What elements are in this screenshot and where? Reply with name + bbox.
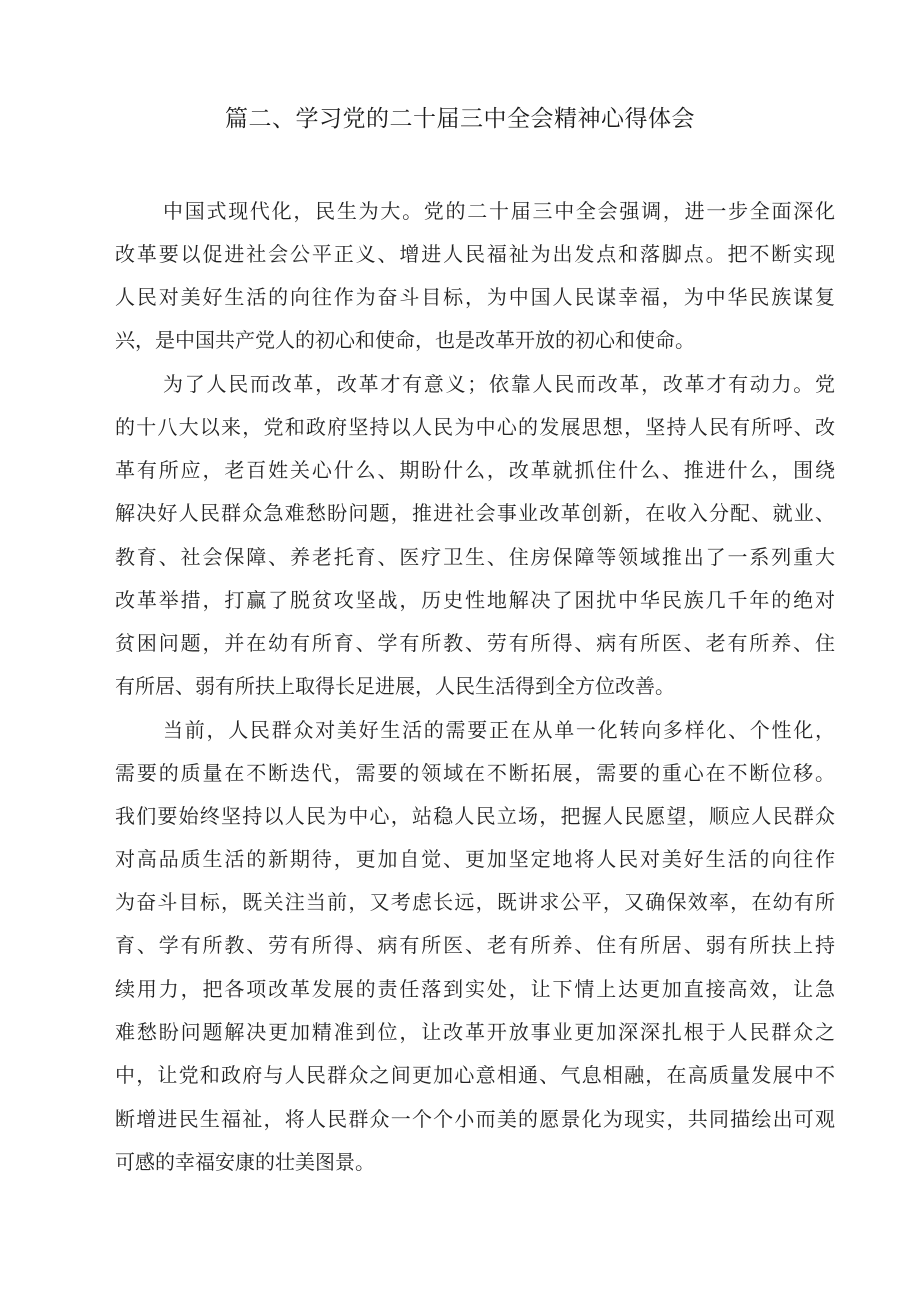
- paragraph-1-line-2: 改革要以促进社会公平正义、增进人民福祉为出发点和落脚点。把不断实现: [115, 242, 835, 266]
- paragraph-3-line-10: 断增进民生福祉，将人民群众一个个小而美的愿景化为现实，共同描绘出可观: [115, 1107, 835, 1131]
- paragraph-2-line-6: 改革举措，打赢了脱贫攻坚战，历史性地解决了困扰中华民族几千年的绝对: [115, 588, 835, 612]
- paragraph-3-line-1: 当前，人民群众对美好生活的需要正在从单一化转向多样化、个性化，: [163, 718, 835, 742]
- paragraph-3-line-9: 中，让党和政府与人民群众之间更加心意相通、气息相融，在高质量发展中不: [115, 1063, 835, 1087]
- paragraph-3-line-7: 续用力，把各项改革发展的责任落到实处，让下情上达更加直接高效，让急: [115, 977, 835, 1001]
- paragraph-2-line-8: 有所居、弱有所扶上取得长足进展，人民生活得到全方位改善。: [115, 674, 675, 698]
- paragraph-3-line-11: 可感的幸福安康的壮美图景。: [115, 1150, 375, 1174]
- paragraph-2-line-3: 革有所应，老百姓关心什么、期盼什么，改革就抓住什么、推进什么，围绕: [115, 458, 835, 482]
- paragraph-2-line-4: 解决好人民群众急难愁盼问题，推进社会事业改革创新，在收入分配、就业、: [115, 501, 835, 525]
- paragraph-1-line-3: 人民对美好生活的向往作为奋斗目标，为中国人民谋幸福，为中华民族谋复: [115, 285, 835, 309]
- paragraph-3-line-5: 为奋斗目标，既关注当前，又考虑长远，既讲求公平，又确保效率，在幼有所: [115, 890, 835, 914]
- paragraph-2-line-5: 教育、社会保障、养老托育、医疗卫生、住房保障等领域推出了一系列重大: [115, 545, 835, 569]
- paragraph-1-line-4: 兴，是中国共产党人的初心和使命，也是改革开放的初心和使命。: [115, 328, 695, 352]
- paragraph-2-line-1: 为了人民而改革，改革才有意义；依靠人民而改革，改革才有动力。党: [163, 372, 835, 396]
- paragraph-2-line-2: 的十八大以来，党和政府坚持以人民为中心的发展思想，坚持人民有所呼、改: [115, 415, 835, 439]
- paragraph-3-line-4: 对高品质生活的新期待，更加自觉、更加坚定地将人民对美好生活的向往作: [115, 847, 835, 871]
- paragraph-2-line-7: 贫困问题，并在幼有所育、学有所教、劳有所得、病有所医、老有所养、住: [115, 631, 835, 655]
- document-title: 篇二、学习党的二十届三中全会精神心得体会: [225, 106, 695, 132]
- paragraph-3-line-8: 难愁盼问题解决更加精准到位，让改革开放事业更加深深扎根于人民群众之: [115, 1020, 835, 1044]
- paragraph-1-line-1: 中国式现代化，民生为大。党的二十届三中全会强调，进一步全面深化: [163, 199, 835, 223]
- paragraph-3-line-3: 我们要始终坚持以人民为中心，站稳人民立场，把握人民愿望，顺应人民群众: [115, 804, 835, 828]
- paragraph-3-line-6: 育、学有所教、劳有所得、病有所医、老有所养、住有所居、弱有所扶上持: [115, 933, 835, 957]
- paragraph-3-line-2: 需要的质量在不断迭代，需要的领域在不断拓展，需要的重心在不断位移。: [115, 761, 835, 785]
